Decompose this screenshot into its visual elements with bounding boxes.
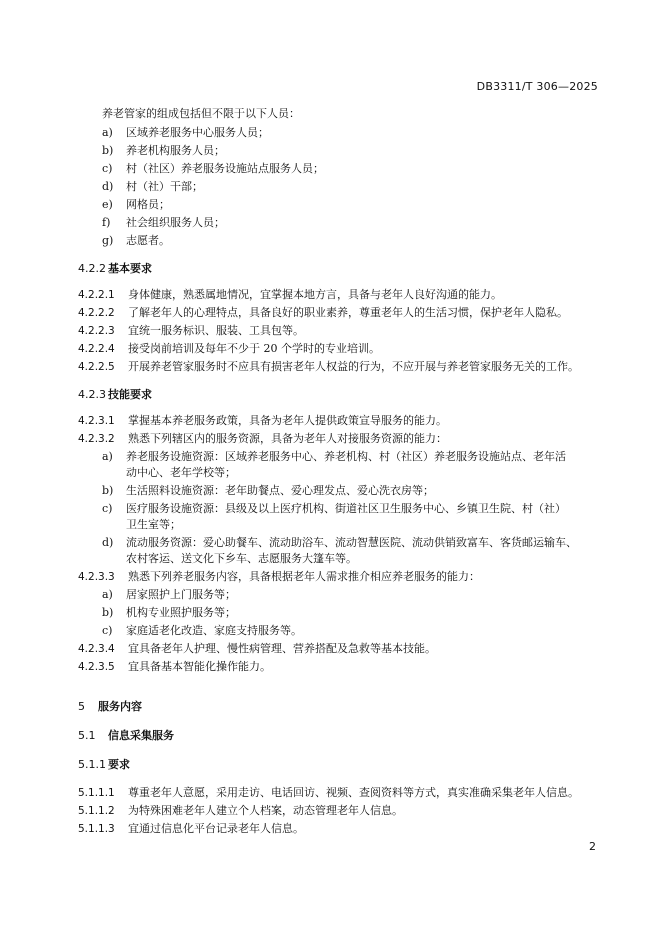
list-text-line: 养老服务设施资源：区域养老服务中心、养老机构、村（社区）养老服务设施站点、老年活	[126, 450, 566, 463]
list-marker: b)	[102, 484, 114, 497]
page-number: 2	[589, 840, 596, 853]
clause-number: 4.2.3.4	[78, 643, 115, 655]
list-marker: c)	[102, 502, 113, 515]
section-number: 4.2.2	[78, 262, 106, 275]
list-item	[78, 605, 606, 621]
clause-number: 4.2.3.2	[78, 433, 115, 445]
list-item	[78, 501, 606, 533]
clause-number: 4.2.2.5	[78, 361, 115, 373]
list-marker: a)	[102, 450, 113, 463]
clause	[78, 803, 606, 819]
section-heading-4-2-3	[78, 387, 606, 403]
list-text: 家庭适老化改造、家庭支持服务等。	[126, 624, 302, 637]
list-item	[78, 449, 606, 481]
info-requirements	[78, 785, 606, 837]
list-marker: c)	[102, 624, 113, 637]
section-title: 要求	[108, 758, 130, 771]
clause-number: 4.2.3.3	[78, 571, 115, 583]
page-body	[78, 106, 606, 837]
clause	[78, 431, 606, 447]
section-title: 技能要求	[108, 388, 152, 401]
clause-text: 为特殊困难老年人建立个人档案，动态管理老年人信息。	[128, 804, 403, 817]
list-marker: f)	[102, 216, 111, 229]
list-item	[78, 535, 606, 567]
clause	[78, 341, 606, 357]
list-item	[78, 623, 606, 639]
clause-text: 宜具备基本智能化操作能力。	[128, 660, 271, 673]
list-text: 村（社）干部；	[126, 180, 203, 193]
clause-text: 掌握基本养老服务政策，具备为老年人提供政策宣导服务的能力。	[128, 414, 447, 427]
clause-text: 熟悉下列养老服务内容，具备根据老年人需求推介相应养老服务的能力：	[128, 570, 480, 583]
section-heading-5-1	[78, 728, 606, 744]
list-item	[78, 143, 606, 159]
list-marker: a)	[102, 126, 113, 139]
list-item	[78, 179, 606, 195]
clause-text: 宜具备老年人护理、慢性病管理、营养搭配及急救等基本技能。	[128, 642, 436, 655]
list-text: 居家照护上门服务等；	[126, 588, 236, 601]
list-text: 养老机构服务人员；	[126, 144, 225, 157]
list-marker: d)	[102, 536, 114, 549]
clause	[78, 287, 606, 303]
list-text-line: 医疗服务设施资源：县级及以上医疗机构、街道社区卫生服务中心、乡镇卫生院、村（社）	[126, 502, 566, 515]
list-marker: g)	[102, 234, 114, 247]
section-number: 5	[78, 700, 85, 713]
clause-number: 5.1.1.1	[78, 787, 115, 799]
list-text: 机构专业照护服务等；	[126, 606, 236, 619]
list-item	[78, 233, 606, 249]
members-list	[78, 125, 606, 249]
list-text: 网格员；	[126, 198, 170, 211]
list-text-line: 农村客运、送文化下乡车、志愿服务大篷车等。	[126, 552, 357, 565]
list-marker: d)	[102, 180, 114, 193]
services-list	[78, 587, 606, 639]
list-item	[78, 483, 606, 499]
list-marker: b)	[102, 144, 114, 157]
clause	[78, 569, 606, 585]
list-marker: e)	[102, 198, 113, 211]
clause-text: 开展养老管家服务时不应具有损害老年人权益的行为，不应开展与养老管家服务无关的工作。	[128, 360, 579, 373]
clause	[78, 641, 606, 657]
list-text: 社会组织服务人员；	[126, 216, 225, 229]
document-code: DB3311/T 306—2025	[476, 80, 598, 93]
clause-number: 5.1.1.3	[78, 823, 115, 835]
clause-number: 4.2.3.1	[78, 415, 115, 427]
clause-number: 5.1.1.2	[78, 805, 115, 817]
list-item	[78, 161, 606, 177]
clause	[78, 359, 606, 375]
list-text-line: 动中心、老年学校等；	[126, 466, 236, 479]
clause-number: 4.2.2.2	[78, 307, 115, 319]
clause-number: 4.2.2.4	[78, 343, 115, 355]
section-title: 基本要求	[108, 262, 152, 275]
section-heading-4-2-2	[78, 261, 606, 277]
list-marker: a)	[102, 588, 113, 601]
list-item	[78, 125, 606, 141]
list-text-line: 卫生室等；	[126, 518, 181, 531]
section-number: 5.1	[78, 729, 96, 742]
section-title: 信息采集服务	[108, 729, 174, 742]
clause-text: 了解老年人的心理特点，具备良好的职业素养，尊重老年人的生活习惯，保护老年人隐私。	[128, 306, 568, 319]
section-heading-5	[78, 699, 606, 715]
clause-text: 熟悉下列辖区内的服务资源，具备为老年人对接服务资源的能力：	[128, 432, 447, 445]
members-intro: 养老管家的组成包括但不限于以下人员：	[102, 107, 300, 120]
clause-number: 4.2.2.1	[78, 289, 115, 301]
clause	[78, 305, 606, 321]
list-item	[78, 215, 606, 231]
list-marker: b)	[102, 606, 114, 619]
list-text-line: 流动服务资源：爱心助餐车、流动助浴车、流动智慧医院、流动供销致富车、客货邮运输车、	[126, 536, 577, 549]
clause-number: 4.2.2.3	[78, 325, 115, 337]
section-number: 5.1.1	[78, 758, 106, 771]
basic-requirements	[78, 287, 606, 375]
clause	[78, 821, 606, 837]
clause	[78, 785, 606, 801]
list-text: 村（社区）养老服务设施站点服务人员；	[126, 162, 324, 175]
clause-text: 宜通过信息化平台记录老年人信息。	[128, 822, 304, 835]
list-text: 志愿者。	[126, 234, 170, 247]
list-marker: c)	[102, 162, 113, 175]
resources-list	[78, 449, 606, 567]
list-text: 区域养老服务中心服务人员；	[126, 126, 269, 139]
skill-requirements	[78, 413, 606, 675]
clause	[78, 659, 606, 675]
clause-text: 身体健康，熟悉属地情况，宜掌握本地方言，具备与老年人良好沟通的能力。	[128, 288, 502, 301]
clause-text: 接受岗前培训及每年不少于 20 个学时的专业培训。	[128, 342, 380, 355]
clause-text: 尊重老年人意愿，采用走访、电话回访、视频、查阅资料等方式，真实准确采集老年人信息。	[128, 786, 579, 799]
list-text-line: 生活照料设施资源：老年助餐点、爱心理发点、爱心洗衣房等；	[126, 484, 434, 497]
list-item	[78, 197, 606, 213]
section-title: 服务内容	[98, 700, 142, 713]
clause	[78, 413, 606, 429]
list-item	[78, 587, 606, 603]
section-heading-5-1-1	[78, 757, 606, 773]
clause-number: 4.2.3.5	[78, 661, 115, 673]
clause	[78, 323, 606, 339]
section-number: 4.2.3	[78, 388, 106, 401]
clause-text: 宜统一服务标识、服装、工具包等。	[128, 324, 304, 337]
